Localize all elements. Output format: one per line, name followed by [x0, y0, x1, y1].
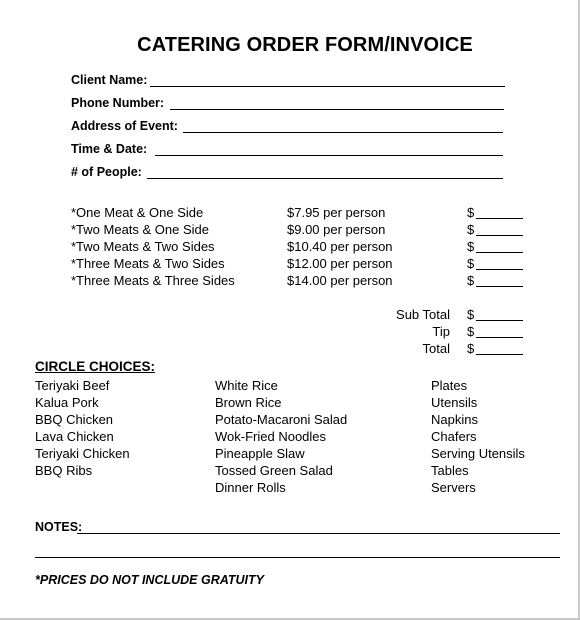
choice-item[interactable]: Serving Utensils	[431, 446, 525, 461]
choice-item[interactable]: Potato-Macaroni Salad	[215, 412, 348, 427]
currency-symbol: $	[467, 324, 475, 339]
package-price: $12.00 per person	[287, 256, 393, 271]
choice-item[interactable]: Pineapple Slaw	[215, 446, 305, 461]
address-field[interactable]	[183, 132, 503, 133]
notes-field[interactable]	[77, 533, 560, 534]
choice-item[interactable]: Brown Rice	[215, 395, 282, 410]
choice-item[interactable]: White Rice	[215, 378, 278, 393]
currency-symbol: $	[467, 222, 475, 237]
package-amount-field[interactable]	[476, 286, 523, 287]
choice-item[interactable]: Teriyaki Beef	[35, 378, 110, 393]
currency-symbol: $	[467, 341, 475, 356]
currency-symbol: $	[467, 256, 475, 271]
phone-number-field[interactable]	[170, 109, 504, 110]
package-amount-field[interactable]	[476, 269, 523, 270]
subtotal-label: Sub Total	[396, 307, 450, 322]
package-price: $9.00 per person	[287, 222, 386, 237]
currency-symbol: $	[467, 273, 475, 288]
choice-item[interactable]: Utensils	[431, 395, 478, 410]
package-name: *One Meat & One Side	[71, 205, 204, 220]
package-name: *Three Meats & Two Sides	[71, 256, 225, 271]
gratuity-disclaimer: *PRICES DO NOT INCLUDE GRATUITY	[35, 573, 264, 587]
choice-item[interactable]: Wok-Fried Noodles	[215, 429, 327, 444]
choice-item[interactable]: Plates	[431, 378, 468, 393]
package-name: *Two Meats & Two Sides	[71, 239, 215, 254]
form-title: CATERING ORDER FORM/INVOICE	[137, 34, 473, 56]
currency-symbol: $	[467, 239, 475, 254]
tip-label: Tip	[432, 324, 450, 339]
total-label: Total	[422, 341, 450, 356]
people-count-label: # of People:	[71, 165, 142, 179]
choice-item[interactable]: Teriyaki Chicken	[35, 446, 130, 461]
currency-symbol: $	[467, 205, 475, 220]
package-name: *Three Meats & Three Sides	[71, 273, 235, 288]
client-name-label: Client Name:	[71, 73, 148, 87]
tip-field[interactable]	[476, 337, 523, 338]
choice-item[interactable]: Tables	[431, 463, 469, 478]
phone-number-label: Phone Number:	[71, 96, 165, 110]
choice-item[interactable]: Tossed Green Salad	[215, 463, 333, 478]
circle-choices-heading: CIRCLE CHOICES:	[35, 359, 156, 374]
choice-item[interactable]: Napkins	[431, 412, 478, 427]
package-amount-field[interactable]	[476, 235, 523, 236]
choice-item[interactable]: Lava Chicken	[35, 429, 114, 444]
currency-symbol: $	[467, 307, 475, 322]
package-amount-field[interactable]	[476, 218, 523, 219]
time-date-label: Time & Date:	[71, 142, 148, 156]
choice-item[interactable]: Servers	[431, 480, 476, 495]
package-name: *Two Meats & One Side	[71, 222, 210, 237]
choice-item[interactable]: Chafers	[431, 429, 477, 444]
client-name-field[interactable]	[150, 86, 505, 87]
choice-item[interactable]: BBQ Ribs	[35, 463, 93, 478]
choice-item[interactable]: Kalua Pork	[35, 395, 99, 410]
package-price: $7.95 per person	[287, 205, 386, 220]
people-count-field[interactable]	[147, 178, 503, 179]
subtotal-field[interactable]	[476, 320, 523, 321]
time-date-field[interactable]	[155, 155, 503, 156]
choice-item[interactable]: Dinner Rolls	[215, 480, 286, 495]
choice-item[interactable]: BBQ Chicken	[35, 412, 114, 427]
total-field[interactable]	[476, 354, 523, 355]
notes-field-line-2[interactable]	[35, 557, 560, 558]
address-label: Address of Event:	[71, 119, 178, 133]
package-amount-field[interactable]	[476, 252, 523, 253]
notes-label: NOTES:	[35, 520, 83, 534]
package-price: $14.00 per person	[287, 273, 393, 288]
package-price: $10.40 per person	[287, 239, 393, 254]
